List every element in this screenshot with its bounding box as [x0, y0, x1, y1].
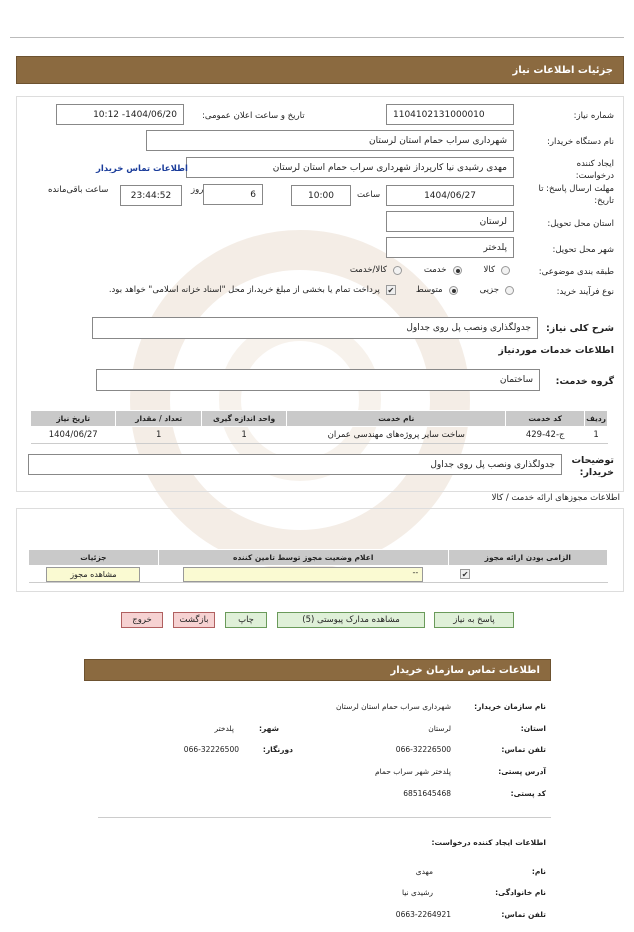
license-title: اطلاعات مجوزهای ارائه خدمت / کالا	[491, 493, 620, 503]
cell-name: ساخت سایر پروژه‌های مهندسی عمران	[287, 427, 506, 444]
payment-note: پرداخت تمام یا بخشی از مبلغ خرید،از محل "اسناد خزانه اسلامی" خواهد بود.	[108, 285, 380, 295]
day-field: 6	[203, 184, 263, 205]
announce-label: تاریخ و ساعت اعلان عمومی:	[202, 111, 305, 121]
summary-field: جدولگذاری ونصب پل روی جداول	[92, 317, 538, 339]
category-both-label: کالا/خدمت	[349, 265, 387, 275]
family-value: رشیدی نیا	[402, 888, 433, 897]
process-minor-radio[interactable]	[505, 286, 514, 295]
license-row	[29, 566, 608, 583]
col-unit: واحد اندازه گیری	[201, 411, 286, 427]
creator-field: مهدی رشیدی نیا کارپرداز شهرداری سراب حمام استان لرستان	[186, 157, 514, 178]
category-goods-radio[interactable]	[501, 266, 510, 275]
address-value: پلدختر شهر سراب حمام	[374, 767, 451, 776]
category-label: طبقه بندی موضوعی:	[538, 267, 614, 277]
buyer-notes-label: توضیحات خریدار:	[571, 455, 614, 478]
cell-qty: 1	[116, 427, 201, 444]
process-label: نوع فرآیند خرید:	[556, 287, 614, 297]
license-required-checkbox: ✔	[461, 569, 469, 579]
remaining-time-field: 23:44:52	[120, 185, 182, 206]
license-table-header	[29, 550, 608, 566]
buyer-notes-field: جدولگذاری ونصب پل روی جداول	[28, 454, 562, 475]
deadline-time-label: ساعت	[357, 190, 381, 200]
category-goods-label: کالا	[483, 265, 495, 275]
deadline-date-field: 1404/06/27	[386, 185, 514, 206]
org-label: نام سازمان خریدار:	[474, 702, 546, 711]
contact-header	[84, 659, 551, 681]
process-medium-label: متوسط	[415, 285, 443, 295]
province-contact-label: استان:	[520, 724, 546, 733]
creator-phone-label: تلفن تماس:	[501, 910, 546, 919]
deadline-label: مهلت ارسال پاسخ: تا تاریخ:	[538, 184, 614, 206]
col-row: ردیف	[585, 411, 608, 427]
top-divider	[10, 37, 624, 38]
fax-value: 066-32226500	[183, 745, 239, 754]
family-label: نام خانوادگی:	[495, 888, 546, 897]
address-label: آدرس پستی:	[498, 767, 546, 776]
announce-field: 1404/06/20- 10:12	[56, 104, 184, 125]
buyer-field: شهرداری سراب حمام استان لرستان	[146, 130, 514, 151]
category-both-radio[interactable]	[393, 266, 402, 275]
remaining-label: ساعت باقی‌مانده	[48, 185, 109, 195]
col-name: نام خدمت	[287, 411, 506, 427]
group-label: گروه خدمت:	[555, 376, 614, 387]
cell-code: ج-42-429	[506, 427, 585, 444]
creator-label: ایجاد کننده درخواست:	[575, 159, 614, 181]
contact-title: اطلاعات تماس سازمان خریدار	[390, 664, 540, 676]
services-table-header	[31, 411, 608, 427]
process-minor-label: جزیی	[479, 285, 499, 295]
need-number-label: شماره نیاز:	[573, 111, 614, 121]
cell-unit: 1	[201, 427, 286, 444]
day-label: روز	[191, 185, 204, 195]
name-label: نام:	[531, 867, 546, 876]
view-license-button[interactable]: مشاهده مجوز	[46, 567, 140, 582]
cell-date: 1404/06/27	[31, 427, 116, 444]
phone-label: تلفن تماس:	[501, 745, 546, 754]
print-button[interactable]: چاپ	[225, 612, 267, 628]
col-license-status: اعلام وضعیت مجوز توسط تامین کننده	[158, 550, 448, 566]
province-contact-value: لرستان	[428, 724, 451, 733]
license-table	[28, 549, 608, 583]
province-field: لرستان	[386, 211, 514, 232]
services-table	[30, 410, 608, 444]
payment-checkbox[interactable]: ✔	[387, 286, 395, 295]
col-date: تاریخ نیاز	[31, 411, 116, 427]
category-options	[350, 265, 510, 275]
name-value: مهدی	[415, 867, 433, 876]
back-button[interactable]: بازگشت	[173, 612, 215, 628]
postal-value: 6851645468	[403, 789, 451, 798]
exit-button[interactable]: خروج	[121, 612, 163, 628]
creator-phone-value: 0663-2264921	[395, 910, 451, 919]
group-field: ساختمان	[96, 369, 540, 391]
table-row	[31, 427, 608, 444]
process-options	[109, 285, 514, 295]
city-label: شهر محل تحویل:	[552, 245, 614, 255]
license-status-field: --	[183, 567, 423, 582]
page-header	[16, 56, 624, 84]
city-contact-label: شهر:	[259, 724, 279, 733]
org-value: شهرداری سراب حمام استان لرستان	[336, 702, 451, 711]
need-number-field: 1104102131000010	[386, 104, 514, 125]
postal-label: کد پستی:	[510, 789, 546, 798]
phone-value: 066-32226500	[395, 745, 451, 754]
process-medium-radio[interactable]	[449, 286, 458, 295]
col-qty: تعداد / مقدار	[116, 411, 201, 427]
col-license-details: جزئیات	[29, 550, 159, 566]
reply-button[interactable]: پاسخ به نیاز	[434, 612, 514, 628]
buyer-label: نام دستگاه خریدار:	[547, 137, 614, 147]
category-service-radio[interactable]	[453, 266, 462, 275]
cell-row: 1	[585, 427, 608, 444]
summary-label: شرح کلی نیاز:	[545, 323, 614, 334]
province-label: استان محل تحویل:	[547, 219, 614, 229]
deadline-time-field: 10:00	[291, 185, 351, 206]
fax-label: دورنگار:	[262, 745, 293, 754]
col-code: کد خدمت	[506, 411, 585, 427]
page-title: جزئیات اطلاعات نیاز	[512, 64, 613, 76]
city-field: پلدختر	[386, 237, 514, 258]
col-license-required: الزامی بودن ارائه مجوز	[448, 550, 607, 566]
contact-link[interactable]: اطلاعات تماس خریدار	[96, 164, 188, 174]
services-title: اطلاعات خدمات موردنیاز	[498, 345, 614, 356]
city-contact-value: پلدختر	[214, 724, 234, 733]
creator-info-title: اطلاعات ایجاد کننده درخواست:	[431, 838, 546, 847]
view-documents-button[interactable]: مشاهده مدارک پیوستی (5)	[277, 612, 425, 628]
category-service-label: خدمت	[423, 265, 447, 275]
